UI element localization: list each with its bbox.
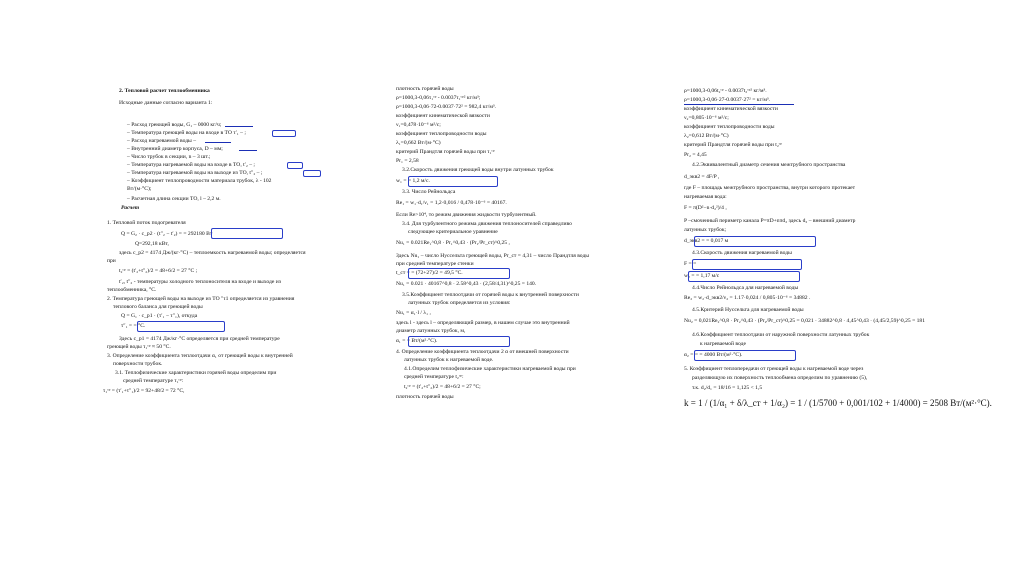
text-line: нагреваемая вода: <box>684 194 727 200</box>
section-heading: 2. Тепловой расчет теплообменника <box>119 88 210 94</box>
handwritten-mark <box>408 176 498 187</box>
handwritten-mark <box>408 268 510 279</box>
handwritten-mark <box>211 228 283 239</box>
text-line: Исходные данные согласно варианта 1: <box>119 100 213 106</box>
text-line: плотность горячей воды <box>396 394 454 400</box>
text-line: 3.4. Для турбулентного режима движения теплоносителей справедливо <box>402 221 572 227</box>
text-line: латунных трубок определяется из условия: <box>408 300 511 306</box>
handwritten-mark <box>684 100 794 105</box>
handwritten-mark <box>225 122 253 127</box>
subheading: Расчет <box>121 205 140 211</box>
text-line: Q=292,18 кВт, <box>135 241 169 247</box>
text-line: 3.3. Число Рейнольдса <box>402 189 456 195</box>
text-line: плотность горячей воды <box>396 86 454 92</box>
formula: Re₁ = w₁·d₁/ν₁ = 1,2·0,016 / 0,478·10⁻⁶ = 40167. <box>396 200 507 206</box>
text-line: 4.5.Критерий Нуссельта для нагреваемой воды <box>692 307 804 313</box>
list-item: – Расход греющей воды, G₁ – 0000 кг/ч; <box>127 122 222 128</box>
list-item: – Расход нагреваемой воды – <box>127 138 197 144</box>
text-line: ν₂=0,805·10⁻⁶ м²/с; <box>684 115 729 121</box>
text-line: разделяющую их поверхность теплообмена определим по уравнению (5), <box>692 375 868 381</box>
formula: α₁ = = Вт/(м²·°С). <box>396 338 438 344</box>
handwritten-mark <box>694 350 796 361</box>
formula: d_экв2 = = 0,017 м <box>684 238 729 244</box>
text-line: коэффициент кинематической вязкости <box>396 113 490 119</box>
text-line: здесь l - здесь l – определяющий размер, в нашем случае это внутренний <box>396 320 570 326</box>
handwritten-mark <box>408 336 510 347</box>
formula: т.к. d₂/d₁ = 18/16 = 1,125 < 1,5 <box>692 385 763 391</box>
formula: Nu₂ = 0,021Re₂^0,8 · Pr₂^0,43 · (Pr₂/Pr_ст)^0,25 = 0,021 · 34882^0,8 · 4,45^0,43 · (4,45/2,59)^0,25 = 181 <box>684 318 926 324</box>
formula: Nu₁ = α₁·l / λ₁ , <box>396 310 431 316</box>
text-line: к нагреваемой воде <box>700 341 746 347</box>
text-line: при <box>107 258 116 264</box>
text-line: Pr₂ = 4,45 <box>684 152 707 158</box>
text-line: при средней температуре стенки <box>396 261 474 267</box>
handwritten-mark <box>239 146 257 151</box>
text-line: где F – площадь межтрубного пространства, внутри которого протекает <box>684 185 856 191</box>
formula: d_экв2 = 4F/P , <box>684 174 720 180</box>
text-line: t′₂, t″₂ - температуры холодного теплоносителя на входе и выходе из <box>119 279 281 285</box>
text-line: критерий Прандтля горячей воды при τ₁ᶜᵖ <box>396 149 495 155</box>
text-line: здесь c_p2 = 4174 Дж/(кг·°С) – теплоемкость нагреваемой воды; определяется <box>119 250 306 256</box>
handwritten-mark <box>303 170 321 177</box>
document-page-1 <box>103 78 375 450</box>
formula: k = 1 / (1/α₁ + δ/λ_ст + 1/α₂) = 1 / (1/5700 + 0,001/102 + 1/4000) = 2508 Вт/(м²·°С). <box>684 398 992 408</box>
text-line: латунных трубок; <box>684 227 727 233</box>
text-line: диаметр латунных трубок, м, <box>396 328 466 334</box>
text-line: следующее критериальное уравнение <box>408 229 498 235</box>
formula: w₂ = = 1,17 м/с <box>684 273 720 279</box>
text-line: поверхности трубок. <box>113 361 163 367</box>
formula: Q = G₁ · c_p1 · (τ′₁ − τ″₁), откуда <box>121 313 198 319</box>
handwritten-mark <box>694 236 816 247</box>
text-line: 4.6.Коэффициент теплоотдачи от наружной поверхности латунных трубок <box>692 332 870 338</box>
handwritten-mark <box>137 321 225 332</box>
list-item: Вт/(м·°С); <box>127 186 152 192</box>
formula: Nu₁ = 0.021Re₁^0,8 · Pr₁^0,43 · (Pr₁/Pr_ст)^0,25 , <box>396 240 510 246</box>
formula: t₂ᶜᵖ = (t′₂+t″₂)/2 = 48+6/2 = 27 °C ; <box>119 268 198 274</box>
text-line: средней температуре τ₁ᶜᵖ: <box>123 378 184 384</box>
text-line: теплового баланса для греющей воды <box>113 304 203 310</box>
text-line: 3.1. Теплофизические характеристики горячей воды определим при <box>115 370 277 376</box>
formula: α₂ = = = 4000 Вт/(м²·°С). <box>684 352 743 358</box>
formula: τ₁ᶜᵖ = (τ′₁+τ″₁)/2 = 92+48/2 = 72 °C, <box>103 388 185 394</box>
handwritten-mark <box>692 259 802 270</box>
numbered-item: 3. Определение коэффициента теплоотдачи α₁ от греющей воды к внутренней <box>107 353 293 359</box>
handwritten-mark <box>272 130 296 137</box>
text-line: Pr₁ = 2,58 <box>396 158 419 164</box>
list-item: – Температура греющей воды на входе в ТО τ′₁ – ; <box>127 130 246 136</box>
formula: ρ=1000,3-0,06τ₁ᶜᵖ - 0.0037τ₁ᶜᵖ² кг/м³; <box>396 95 481 101</box>
formula: τ″₁ = = °C. <box>121 323 146 329</box>
text-line: средней температуре t₂ᶜᵖ: <box>404 374 464 380</box>
text-line: Здесь c_p1 = 4174 Дж/кг·°С определяется при средней температуре <box>119 336 280 342</box>
text-line: ν₁=0,478·10⁻⁶ м²/с; <box>396 122 441 128</box>
text-line: теплообменника, °С. <box>107 287 157 293</box>
list-item: – Внутренний диаметр корпуса, D – мм; <box>127 146 223 152</box>
handwritten-mark <box>205 138 231 143</box>
text-line: латунных трубок к нагреваемой воде. <box>404 357 494 363</box>
text-line: 4.2.Эквивалентный диаметр сечения межтрубного пространства <box>692 162 846 168</box>
list-item: – Расчетная длина секции ТО, l – 2,2 м. <box>127 196 221 202</box>
numbered-item: 4. Определение коэффициента теплоотдачи 2 α от внешней поверхности <box>396 349 569 355</box>
text-line: критерий Прандтля горячей воды при t₂ᶜᵖ <box>684 142 782 148</box>
formula: Re₂ = w₂·d_экв2/ν₂ = 1.17·0,024 / 0,805·10⁻⁶ = 34882 . <box>684 295 811 301</box>
formula: F = = <box>684 261 697 267</box>
formula: w₁ = = 1,2 м/с. <box>396 178 430 184</box>
formula: F = π(D²−n·d₂²)/4 , <box>684 205 727 211</box>
numbered-item: 2. Температура греющей воды на выходе из ТО "τ1 определяется из уравнения <box>107 296 295 302</box>
formula: t_ст = = (72+27)/2 = 49,5 °C. <box>396 270 463 276</box>
formula: Nu₁ = 0.021 · 40167^0,8 · 2.58^0,43 · (2,58/4,31)^0,25 = 140. <box>396 281 537 287</box>
formula: Q = G₂ · c_p2 · (t″₂ − t′₂) = = 292180 Вт <box>121 231 213 237</box>
text-line: Здесь Nu₁ – число Нуссельта греющей воды, Pr_ст = 4,31 – число Прандтля воды <box>396 253 590 259</box>
formula: ρ=1000,3-0,06·27-0.0037·27² = кг/м³. <box>684 97 770 103</box>
numbered-item: 1. Тепловой поток подогревателя <box>107 220 186 226</box>
formula: t₂ᶜᵖ = (t′₂+t″₂)/2 = 48+6/2 = 27 °C; <box>404 384 481 390</box>
text-line: Если Re>10⁴, то режим движения жидкости турбулентный. <box>396 212 537 218</box>
document-page-3 <box>670 78 992 450</box>
text-line: λ₁=0,662 Вт/(м·°С) <box>396 140 441 146</box>
list-item: – Коэффициент теплопроводности материала трубок, λ - 102 <box>127 178 272 184</box>
text-line: 4.4.Число Рейнольдса для нагреваемой воды <box>692 285 799 291</box>
text-line: коэффициент теплопроводности воды <box>684 124 775 130</box>
list-item: – Температура нагреваемой воды на входе в ТО, t′₂ – ; <box>127 162 255 168</box>
formula: ρ=1000,3-0,06·72-0.0037·72² = 982,4 кг/м³. <box>396 104 496 110</box>
handwritten-mark <box>287 162 303 169</box>
list-item: – Число трубок в секции, n – 3 шт.; <box>127 154 211 160</box>
text-line: греющей воды τ₁ᶜᵖ ≈ 50 °С. <box>107 344 171 350</box>
list-item: – Температура нагреваемой воды на выходе из ТО, t″₂ – ; <box>127 170 263 176</box>
text-line: коэффициент теплопроводности воды <box>396 131 487 137</box>
text-line: 3.5.Коэффициент теплоотдачи от горячей воды к внутренней поверхности <box>402 292 579 298</box>
text-line: коэффициент кинематической вязкости <box>684 106 778 112</box>
numbered-item: 5. Коэффициент теплопередачи от греющей воды к нагреваемой воде через <box>684 366 864 372</box>
text-line: 4.1.Определим теплофизические характеристики нагреваемой воды при <box>404 366 576 372</box>
text-line: 4.3.Скорость движения нагреваемой воды <box>692 250 792 256</box>
text-line: λ₂=0,612 Вт/(м·°С) <box>684 133 729 139</box>
text-line: 3.2.Скорость движения греющей воды внутри латунных трубок <box>402 167 554 173</box>
formula: ρ=1000,3-0,06t₂ᶜᵖ - 0.0037t₂ᶜᵖ² кг/м³. <box>684 88 767 94</box>
document-page-2 <box>378 78 646 450</box>
text-line: P –смоченный периметр канала P=πD+nπd₂ здесь d₂ – внешний диаметр <box>684 218 856 224</box>
handwritten-mark <box>688 271 800 282</box>
